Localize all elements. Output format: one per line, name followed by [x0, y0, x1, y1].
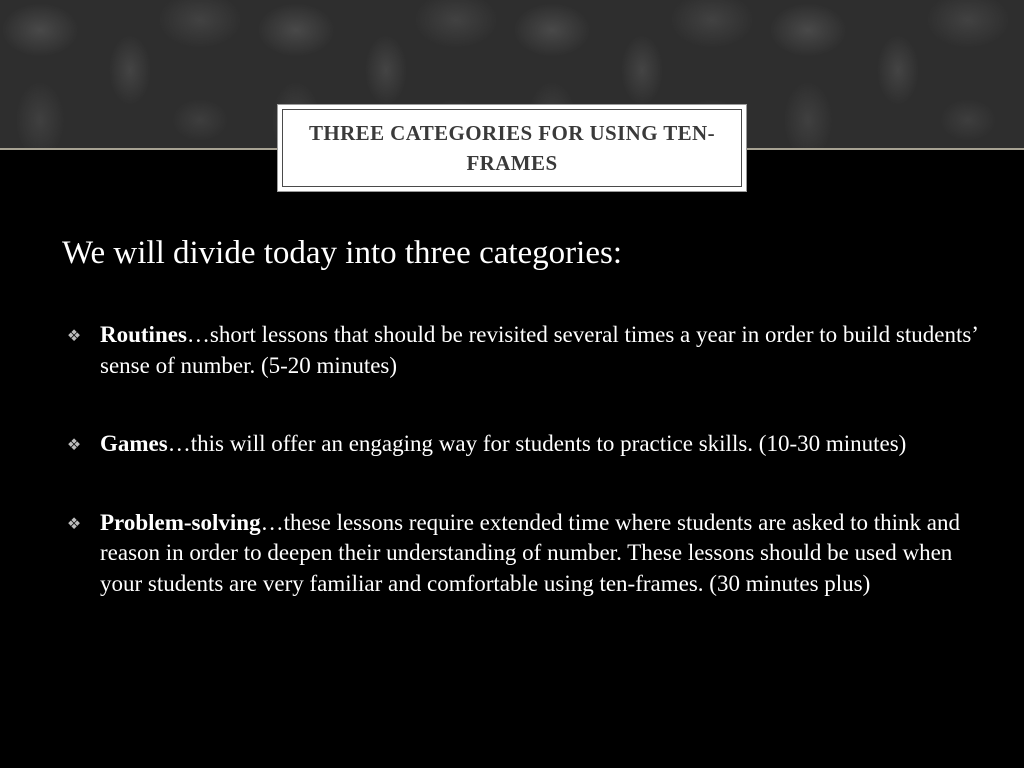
bullet-text: …this will offer an engaging way for students to practice skills. (10-30 minutes) [167, 431, 907, 456]
slide-title: THREE CATEGORIES FOR USING TEN-FRAMES [308, 121, 716, 175]
bullet-term: Problem-solving [100, 509, 261, 535]
diamond-bullet-icon: ❖ [66, 326, 82, 345]
bullet-term: Games [100, 431, 168, 456]
list-item-problem-solving [62, 508, 982, 600]
intro-text: We will divide today into three categories: [62, 235, 623, 271]
title-box [277, 104, 747, 192]
list-item-games [62, 429, 982, 460]
diamond-bullet-icon: ❖ [66, 513, 82, 533]
diamond-bullet-icon: ❖ [66, 435, 82, 454]
title-inner-frame [282, 109, 742, 187]
bullet-text: …these lessons require extended time where students are asked to think and reason in order to deepen their understanding of number. These lessons should be used when your students are very familiar and comfortable using ten-frames. (30 minutes plus) [100, 509, 960, 596]
category-list [62, 320, 982, 647]
bullet-text: …short lessons that should be revisited several times a year in order to build students’ sense of number. (5-20 minutes) [100, 322, 978, 378]
list-item-routines [62, 320, 982, 381]
bullet-term: Routines [100, 322, 187, 347]
